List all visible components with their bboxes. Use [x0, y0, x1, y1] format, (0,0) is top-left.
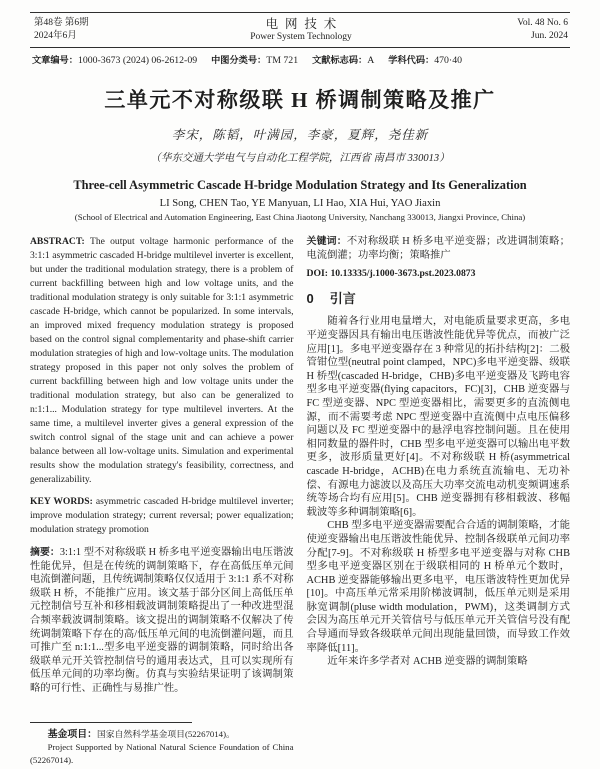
keywords-cn: [307, 235, 571, 263]
issue-info: [30, 17, 154, 43]
affiliation-en: (School of Electrical and Automation Engineering, East China Jiaotong University, Nanchang 330013, Jiangxi Province, China): [74, 212, 526, 222]
article-title-cn: 三单元不对称级联 H 桥调制策略及推广: [104, 88, 496, 112]
intro-paragraph-3: 近年来许多学者对 ACHB 逆变器的调制策略: [327, 656, 528, 668]
journal-name-cn: 电网技术: [265, 17, 344, 31]
authors-cn: 李宋，陈韬，叶满园，李豪，夏辉，尧佳新: [171, 128, 429, 142]
journal-name-block: [154, 17, 448, 44]
affiliation-cn: （华东交通大学电气与自动化工程学院，江西省 南昌市 330013）: [150, 153, 450, 164]
clc-number: 中图分类号：TM 721: [211, 55, 299, 66]
issue-info-en: [448, 17, 570, 43]
volume-issue-cn: 第48卷 第6期: [34, 18, 89, 28]
funding-label: 基金项目：: [47, 728, 97, 740]
abstract-cn-label: 摘要：: [30, 547, 60, 558]
date-en: Jun. 2024: [531, 31, 568, 41]
document-code: 文献标志码：A: [312, 55, 375, 66]
keywords-cn-text: 不对称级联 H 桥多电平逆变器；改进调制策略；电流倒灌；功率均衡；策略推广: [306, 236, 570, 262]
section-heading-introduction: [307, 288, 571, 307]
journal-name-en: Power System Technology: [250, 32, 352, 42]
funding-en: Project Supported by National Natural Science Foundation of China (52267014).: [30, 742, 294, 766]
header-rule: [30, 47, 570, 48]
date-cn: 2024年6月: [34, 31, 77, 41]
funding-cn-text: 国家自然科学基金项目(52267014)。: [96, 728, 235, 739]
article-meta: [32, 54, 570, 67]
article-number: 文章编号：1000-3673 (2024) 06-2612-09: [32, 55, 198, 66]
left-column: [30, 235, 294, 769]
abstract-en: [30, 235, 294, 487]
volume-issue-en: Vol. 48 No. 6: [517, 18, 568, 28]
top-rule: [30, 12, 570, 13]
abstract-cn-text: 3:1:1 型不对称级联 H 桥多电平逆变器输出电压谐波性能优异，但是在传统的调制策略下，存在高低压单元间电流倒灌问题，且传统调制策略仅仅适用于 3:1:1 系不对称级联 H 桥，不能推广应用。该文基于部分区间上高低压单元控制信号互补和移相载波调制策略提出了一种改进型混合频率载波调制策略。该文提出的调制策略不仅解决了传统调制策略下存在的高/低压单元间的电流倒灌问题，而且可推广至 n:1:1...型多电平逆变器的调制策略，同时给出各级联单元开关管控制信号的通用表达式，且可以实现所有低压单元间的功率均衡。仿真与实验结果证明了该调制策略的可行性、正确性与易推广性。: [30, 547, 294, 694]
article-title-en: Three-cell Asymmetric Cascade H-bridge Modulation Strategy and Its Generalization: [73, 178, 527, 192]
right-column: [307, 235, 571, 769]
funding-note: [30, 722, 294, 769]
footnote-rule: [30, 722, 192, 723]
doi-label: DOI:: [306, 268, 331, 280]
keywords-en: [30, 495, 294, 537]
intro-paragraph-2: CHB 型多电平逆变器需要配合合适的调制策略，才能使逆变器输出电压谐波性能优异、控制各级联单元间功率分配[7-9]。不对称级联 H 桥型多电平逆变器与对称 CHB 型多电平逆变器区别在于级联相同的 H 桥单元个数时，ACHB 逆变器能够输出更多电平，电压谐波特性更加优异[10]。中高压单元常采用阶梯波调制，低压单元则是采用脉宽调制(pluse width modulation，PWM)，这类调制方式会因为高压单元开关管信号与低压单元开关管信号没有配合导通而导致各级联单元间出现能量回馈，而导致工作效率降低[11]。: [306, 520, 570, 654]
doi-line: [307, 268, 571, 279]
two-column-body: [30, 235, 570, 769]
keywords-text: asymmetric cascaded H-bridge multilevel inverter; improve modulation strategy; current reversal; power equalization; modulation strategy promotion: [30, 496, 294, 535]
subject-code: 学科代码：470·40: [388, 55, 462, 66]
abstract-cn: [30, 546, 294, 696]
funding-cn: [30, 728, 294, 742]
abstract-text: The output voltage harmonic performance of the 3:1:1 asymmetric cascaded H-bridge multilevel inverter is excellent, but under the traditional modulation strategy, there is a problem of current backfilling between high and low voltage units, and the traditional modulation strategy is only suitable for 3:1:1 asymmetric cascade H-bridge, which cannot be popularized. In some intervals, an improved mixed frequency modulation strategy is proposed based on the control signal complementarity and phase-shift carrier modulation strategies of high and low-voltage units. The modulation strategy proposed in this paper not only solves the problem of current backfilling between high and low voltage units under the traditional modulation strategy, but also can be generalized to n:1:1... Modulation strategy for type multilevel inverters. At the same time, a multilevel inverter gives a general expression of the switch control signal of the stage unit and can achieve a power balance between all low-voltage units. Simulation and experimental results show the modulation strategy's feasibility, correctness, and generalizability.: [30, 236, 294, 485]
keywords-cn-label: 关键词：: [306, 236, 347, 247]
journal-header: [30, 17, 570, 44]
keywords-label: KEY WORDS:: [30, 496, 96, 507]
abstract-label: ABSTRACT:: [30, 236, 90, 247]
doi-value: 10.13335/j.1000-3673.pst.2023.0873: [330, 268, 476, 280]
intro-paragraph-1: 随着各行业用电量增大，对电能质量要求更高，多电平逆变器因具有输出电压谐波性能优异等优点，而被广泛应用[1]。多电平逆变器存在 3 种常见的拓扑结构[2]：二极管钳位型(neutral point clamped，NPC)多电平逆变器、级联 H 桥型(cascaded H-bridge，CHB)多电平逆变器及飞跨电容型多电平逆变器(flying capacitors，FC)[3]，CHB 逆变器与 FC 型逆变器、NPC 型逆变器相比，需要更多的直流侧电源，而不需要考虑 NPC 型逆变器中直流侧中点电压偏移问题以及 FC 型逆变器中的悬浮电容控制问题。且在使用相同数量的器件时，CHB 型多电平逆变器可以输出电平数更多，波形质量更好[4]。不对称级联 H 桥(asymmetrical cascade H-bridge，ACHB)在电力系统直流输电、无功补偿、有源电力滤波以及高压大功率交流电动机变频调速系统等场合均有应用[5]。CHB 逆变器拥有移相载波、移幅载波等多种调制策略[6]。: [306, 316, 570, 518]
section-title: 引言: [329, 291, 356, 307]
authors-en: LI Song, CHEN Tao, YE Manyuan, LI Hao, XIA Hui, YAO Jiaxin: [159, 198, 441, 209]
section-number: 0: [306, 291, 314, 307]
